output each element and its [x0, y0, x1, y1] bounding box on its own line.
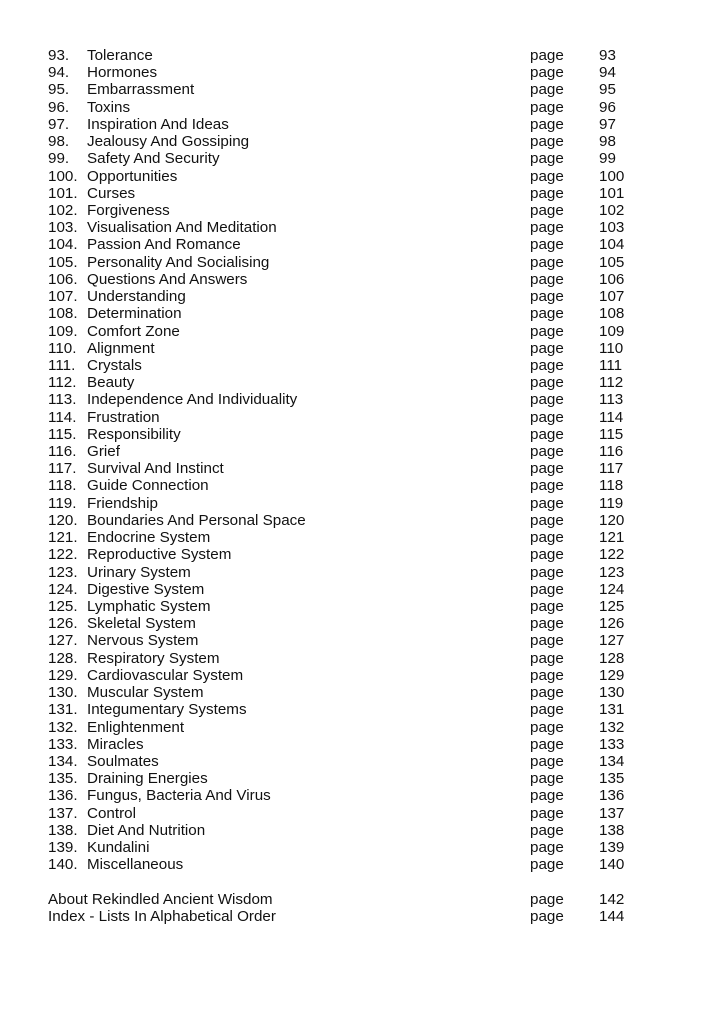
entry-title[interactable]: Embarrassment [87, 81, 195, 99]
page-label: page [530, 546, 564, 564]
page-label: page [530, 598, 564, 615]
entry-number: 123. [48, 563, 78, 581]
page-label: page [530, 890, 564, 908]
entry-title[interactable]: Digestive System [87, 580, 205, 598]
page-number: 102 [599, 201, 625, 219]
toc-row[interactable] [48, 805, 688, 822]
entry-number: 117. [48, 460, 77, 478]
entry-title[interactable]: Determination [87, 305, 182, 323]
page-number: 108 [599, 305, 625, 323]
page-number: 140 [599, 856, 625, 874]
page-number: 96 [599, 98, 616, 116]
toc-row[interactable] [48, 460, 688, 477]
page-number: 135 [599, 770, 625, 788]
entry-title[interactable]: Safety And Security [87, 150, 220, 168]
toc-row[interactable] [48, 443, 688, 460]
page-label: page [530, 856, 564, 874]
page-number: 119 [599, 494, 624, 512]
section-gap [48, 874, 688, 891]
page-number: 123 [599, 563, 625, 581]
entry-number: 107. [48, 288, 78, 306]
page-label: page [530, 718, 564, 736]
page-label: page [530, 184, 564, 202]
entry-number: 119. [48, 494, 77, 512]
toc-row[interactable] [48, 357, 688, 374]
page-label: page [530, 649, 564, 667]
toc-row[interactable] [48, 719, 688, 736]
page-number: 114 [599, 408, 624, 426]
page-label: page [530, 821, 564, 839]
entry-number: 114. [48, 408, 77, 426]
entry-number: 93. [48, 47, 70, 64]
entry-number: 134. [48, 752, 78, 770]
entry-number: 118. [48, 477, 77, 495]
page-number: 118 [599, 477, 624, 495]
page-label: page [530, 219, 564, 237]
page-label: page [530, 804, 564, 822]
toc-row[interactable] [48, 770, 688, 787]
entry-number: 111. [48, 356, 76, 374]
toc-row[interactable] [48, 564, 688, 581]
entry-title[interactable]: Understanding [87, 288, 186, 306]
entry-title[interactable]: Urinary System [87, 563, 191, 581]
entry-title[interactable]: Respiratory System [87, 649, 220, 667]
page-number: 107 [599, 288, 625, 306]
entry-number: 109. [48, 322, 78, 340]
entry-number: 115. [48, 425, 77, 443]
appendix-title[interactable]: Index - Lists In Alphabetical Order [48, 907, 276, 925]
toc-row[interactable] [48, 374, 688, 391]
entry-number: 106. [48, 270, 78, 288]
page-label: page [530, 201, 564, 219]
entry-number: 126. [48, 615, 78, 633]
page-number: 133 [599, 735, 625, 753]
toc-row[interactable] [48, 185, 688, 202]
page-label: page [530, 701, 564, 719]
entry-title[interactable]: Curses [87, 184, 136, 202]
page-label: page [530, 322, 564, 340]
toc-row[interactable] [48, 632, 688, 649]
entry-number: 108. [48, 305, 78, 323]
toc-row[interactable] [48, 340, 688, 357]
toc-row[interactable] [48, 650, 688, 667]
entry-title[interactable]: Forgiveness [87, 201, 170, 219]
entry-number: 98. [48, 133, 70, 151]
toc-row[interactable] [48, 701, 688, 718]
toc-row[interactable] [48, 168, 688, 185]
page-label: page [530, 133, 564, 151]
toc-row[interactable] [48, 271, 688, 288]
page-label: page [530, 167, 564, 185]
entry-number: 136. [48, 787, 78, 805]
page-number: 99 [599, 150, 616, 168]
page-label: page [530, 511, 564, 529]
page-number: 101 [599, 184, 625, 202]
page-label: page [530, 356, 564, 374]
page-label: page [530, 305, 564, 323]
toc-row[interactable] [48, 323, 688, 340]
toc-row[interactable] [48, 426, 688, 443]
entry-title[interactable]: Passion And Romance [87, 236, 241, 254]
toc-row[interactable] [48, 305, 688, 322]
entry-title[interactable]: Toxins [87, 98, 131, 116]
entry-number: 95. [48, 81, 70, 99]
page-label: page [530, 339, 564, 357]
entry-title[interactable]: Beauty [87, 374, 135, 392]
page-label: page [530, 563, 564, 581]
entry-number: 131. [48, 701, 78, 719]
entry-number: 100. [48, 167, 78, 185]
page-number: 121 [599, 529, 625, 547]
entry-number: 137. [48, 804, 78, 822]
page-label: page [530, 787, 564, 805]
page-number: 134 [599, 752, 625, 770]
page-number: 112 [599, 374, 624, 392]
page-label: page [530, 752, 564, 770]
entry-title[interactable]: Miscellaneous [87, 856, 184, 874]
toc-row[interactable] [48, 667, 688, 684]
entry-number: 122. [48, 546, 78, 564]
entry-title[interactable]: Comfort Zone [87, 322, 180, 340]
page-number: 142 [599, 890, 625, 908]
toc-row[interactable] [48, 736, 688, 753]
toc-entries [48, 47, 688, 874]
page-label: page [530, 839, 564, 857]
page-label: page [530, 460, 564, 478]
page-label: page [530, 735, 564, 753]
appendix-title[interactable]: About Rekindled Ancient Wisdom [48, 890, 273, 908]
page-label: page [530, 81, 564, 99]
toc-row[interactable] [48, 856, 688, 873]
page-label: page [530, 288, 564, 306]
entry-title[interactable]: Visualisation And Meditation [87, 219, 277, 237]
appendix-row[interactable] [48, 908, 688, 925]
toc-appendix [48, 891, 688, 925]
entry-title[interactable]: Nervous System [87, 632, 199, 650]
toc-row[interactable] [48, 753, 688, 770]
toc-row[interactable] [48, 133, 688, 150]
page-number: 128 [599, 649, 625, 667]
page-number: 116 [599, 443, 624, 461]
entry-number: 110. [48, 339, 77, 357]
entry-number: 113. [48, 391, 77, 409]
page-number: 98 [599, 133, 616, 151]
entry-title[interactable]: Control [87, 804, 136, 822]
page-label: page [530, 374, 564, 392]
entry-title[interactable]: Frustration [87, 408, 160, 426]
entry-title[interactable]: Lymphatic System [87, 598, 211, 615]
page-number: 124 [599, 580, 625, 598]
entry-number: 105. [48, 253, 78, 271]
entry-title[interactable]: Personality And Socialising [87, 253, 270, 271]
toc-row[interactable] [48, 529, 688, 546]
page-label: page [530, 770, 564, 788]
page-number: 136 [599, 787, 625, 805]
entry-title[interactable]: Boundaries And Personal Space [87, 511, 306, 529]
entry-title[interactable]: Integumentary Systems [87, 701, 247, 719]
page-number: 106 [599, 270, 625, 288]
entry-number: 138. [48, 821, 78, 839]
page-number: 105 [599, 253, 625, 271]
page-label: page [530, 253, 564, 271]
page-label: page [530, 443, 564, 461]
entry-number: 129. [48, 666, 78, 684]
entry-title[interactable]: Grief [87, 443, 120, 461]
entry-title[interactable]: Draining Energies [87, 770, 208, 788]
toc-row[interactable] [48, 99, 688, 116]
toc-row[interactable] [48, 684, 688, 701]
entry-number: 140. [48, 856, 78, 874]
page-label: page [530, 270, 564, 288]
toc-row[interactable] [48, 236, 688, 253]
entry-number: 116. [48, 443, 77, 461]
toc-row[interactable] [48, 581, 688, 598]
toc-row[interactable] [48, 787, 688, 804]
toc-row[interactable] [48, 615, 688, 632]
page-label: page [530, 494, 564, 512]
entry-title[interactable]: Crystals [87, 356, 142, 374]
page-label: page [530, 615, 564, 633]
entry-title[interactable]: Alignment [87, 339, 155, 357]
entry-number: 130. [48, 684, 78, 702]
page-number: 97 [599, 115, 616, 133]
entry-number: 139. [48, 839, 78, 857]
page-number: 103 [599, 219, 625, 237]
entry-number: 101. [48, 184, 78, 202]
entry-number: 112. [48, 374, 77, 392]
entry-title[interactable]: Tolerance [87, 47, 153, 64]
entry-number: 97. [48, 115, 70, 133]
entry-title[interactable]: Hormones [87, 64, 158, 82]
toc-row[interactable] [48, 64, 688, 81]
toc-row[interactable] [48, 546, 688, 563]
toc-row[interactable] [48, 150, 688, 167]
page-number: 132 [599, 718, 625, 736]
toc-row[interactable] [48, 391, 688, 408]
entry-number: 120. [48, 511, 78, 529]
entry-number: 102. [48, 201, 78, 219]
toc-row[interactable] [48, 47, 688, 64]
page-number: 111 [599, 356, 623, 374]
toc-row[interactable] [48, 495, 688, 512]
page-number: 129 [599, 666, 625, 684]
toc-row[interactable] [48, 409, 688, 426]
entry-title[interactable]: Diet And Nutrition [87, 821, 206, 839]
entry-title[interactable]: Cardiovascular System [87, 666, 244, 684]
toc-row[interactable] [48, 288, 688, 305]
page-number: 115 [599, 425, 624, 443]
entry-title[interactable]: Miracles [87, 735, 144, 753]
page-label: page [530, 425, 564, 443]
toc-row[interactable] [48, 81, 688, 98]
entry-number: 99. [48, 150, 70, 168]
page-label: page [530, 684, 564, 702]
entry-number: 133. [48, 735, 78, 753]
page-label: page [530, 580, 564, 598]
entry-number: 121. [48, 529, 78, 547]
page-label: page [530, 529, 564, 547]
page-number: 93 [599, 47, 616, 64]
entry-title[interactable]: Friendship [87, 494, 158, 512]
page-label: page [530, 150, 564, 168]
toc-row[interactable] [48, 822, 688, 839]
page-label: page [530, 907, 564, 925]
entry-number: 104. [48, 236, 78, 254]
toc-row[interactable] [48, 839, 688, 856]
toc-row[interactable] [48, 512, 688, 529]
entry-title[interactable]: Survival And Instinct [87, 460, 224, 478]
toc-row[interactable] [48, 116, 688, 133]
entry-number: 94. [48, 64, 70, 82]
table-of-contents [48, 47, 688, 925]
entry-title[interactable]: Questions And Answers [87, 270, 248, 288]
page-number: 122 [599, 546, 625, 564]
toc-row[interactable] [48, 254, 688, 271]
toc-row[interactable] [48, 202, 688, 219]
page-number: 138 [599, 821, 625, 839]
page-number: 95 [599, 81, 616, 99]
page-number: 130 [599, 684, 625, 702]
entry-number: 132. [48, 718, 78, 736]
entry-title[interactable]: Skeletal System [87, 615, 196, 633]
page-number: 127 [599, 632, 625, 650]
page-number: 117 [599, 460, 624, 478]
toc-row[interactable] [48, 598, 688, 615]
entry-title[interactable]: Enlightenment [87, 718, 185, 736]
entry-number: 96. [48, 98, 70, 116]
page-number: 125 [599, 598, 625, 615]
entry-number: 124. [48, 580, 78, 598]
entry-title[interactable]: Guide Connection [87, 477, 209, 495]
entry-title[interactable]: Soulmates [87, 752, 159, 770]
entry-title[interactable]: Independence And Individuality [87, 391, 298, 409]
entry-title[interactable]: Kundalini [87, 839, 150, 857]
page-number: 137 [599, 804, 625, 822]
page-label: page [530, 666, 564, 684]
page-number: 120 [599, 511, 625, 529]
page-number: 109 [599, 322, 625, 340]
entry-title[interactable]: Endocrine System [87, 529, 211, 547]
page-number: 131 [599, 701, 625, 719]
page-number: 113 [599, 391, 624, 409]
entry-title[interactable]: Fungus, Bacteria And Virus [87, 787, 271, 805]
page-number: 100 [599, 167, 625, 185]
page-label: page [530, 391, 564, 409]
appendix-row[interactable] [48, 891, 688, 908]
entry-number: 135. [48, 770, 78, 788]
entry-title[interactable]: Opportunities [87, 167, 178, 185]
page-number: 94 [599, 64, 616, 82]
page-label: page [530, 47, 564, 64]
page-label: page [530, 115, 564, 133]
entry-title[interactable]: Responsibility [87, 425, 181, 443]
page-label: page [530, 98, 564, 116]
page-number: 110 [599, 339, 624, 357]
page-number: 126 [599, 615, 625, 633]
entry-title[interactable]: Inspiration And Ideas [87, 115, 229, 133]
page-label: page [530, 408, 564, 426]
toc-row[interactable] [48, 219, 688, 236]
entry-number: 125. [48, 598, 78, 615]
page-label: page [530, 64, 564, 82]
page-number: 144 [599, 907, 625, 925]
entry-title[interactable]: Jealousy And Gossiping [87, 133, 250, 151]
page-label: page [530, 236, 564, 254]
page-label: page [530, 632, 564, 650]
page-number: 104 [599, 236, 625, 254]
page-number: 139 [599, 839, 625, 857]
entry-title[interactable]: Reproductive System [87, 546, 232, 564]
page-label: page [530, 477, 564, 495]
entry-number: 127. [48, 632, 78, 650]
toc-row[interactable] [48, 477, 688, 494]
entry-number: 128. [48, 649, 78, 667]
entry-number: 103. [48, 219, 78, 237]
entry-title[interactable]: Muscular System [87, 684, 204, 702]
